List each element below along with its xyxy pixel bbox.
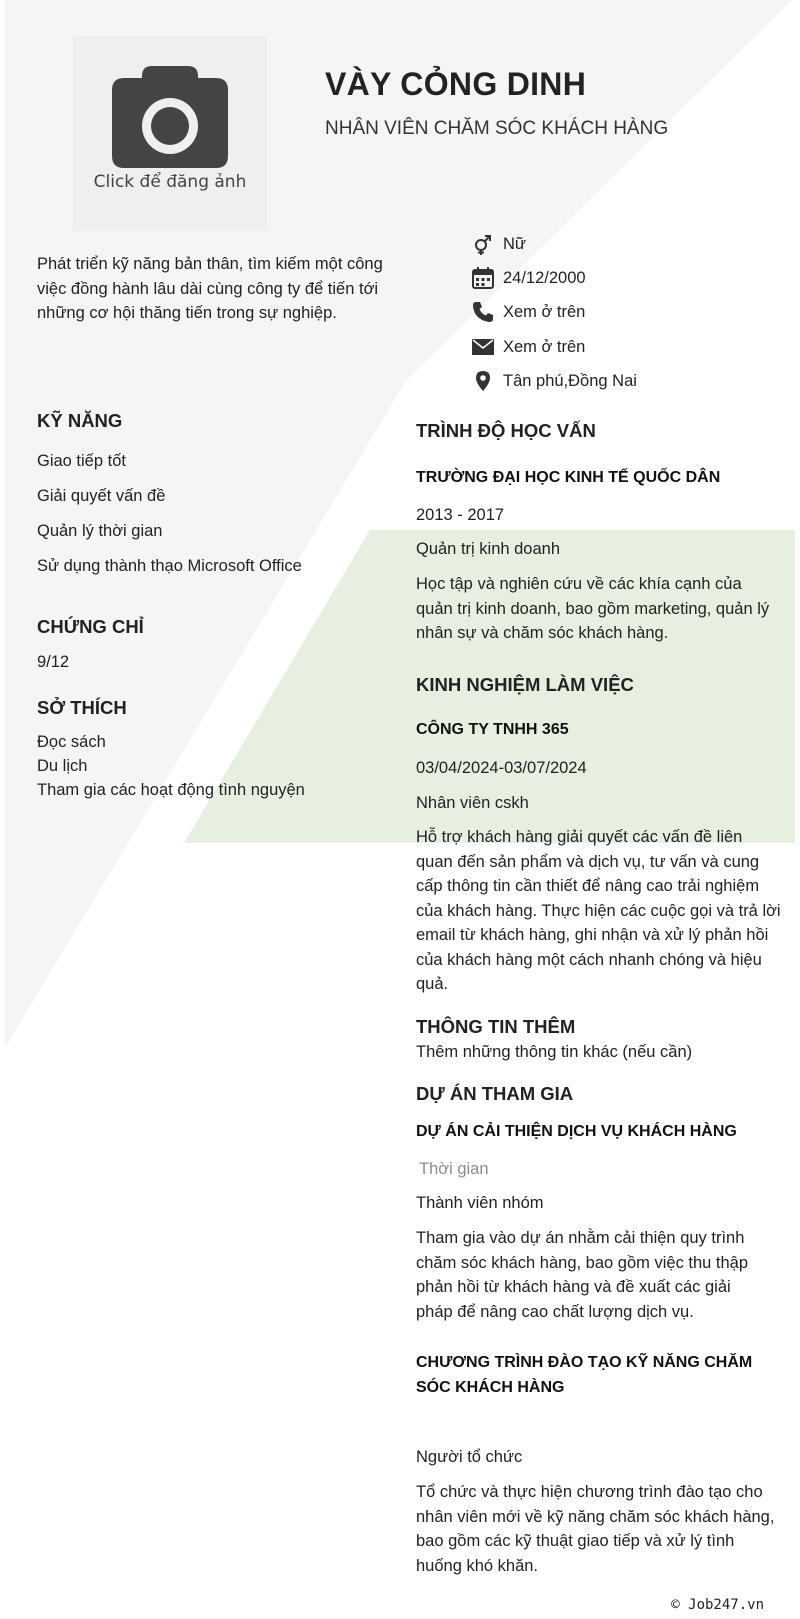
footer-credit: © Job247.vn (671, 1597, 764, 1613)
project-name: CHƯƠNG TRÌNH ĐÀO TẠO KỸ NĂNG CHĂM SÓC KHÁCH HÀNG (416, 1354, 753, 1396)
education-school: TRƯỜNG ĐẠI HỌC KINH TẾ QUỐC DÂN (416, 469, 721, 486)
camera-icon (112, 66, 228, 168)
career-objective: Phát triển kỹ năng bản thân, tìm kiếm một công việc đồng hành lâu dài cùng công ty để tiến tới những cơ hội thăng tiến trong sự nghiệp. (37, 255, 383, 322)
skills-title: KỸ NĂNG (37, 410, 123, 431)
hobby-item: Tham gia các hoạt động tình nguyện (37, 781, 305, 799)
experience-description: Hỗ trợ khách hàng giải quyết các vấn đề liên quan đến sản phẩm và dịch vụ, tư vấn và cung cấp thông tin cần thiết để nâng cao trải nghiệm của khách hàng. Thực hiện các cuộc gọi và trả lời email từ khách hàng, ghi nhận và xử lý phản hồi của khách hàng một cách nhanh chóng và hiệu quả. (416, 828, 781, 993)
skill-item: Sử dụng thành thạo Microsoft Office (37, 557, 302, 575)
gender-icon (472, 233, 494, 255)
phone-value: Xem ở trên (503, 303, 586, 321)
experience-title: KINH NGHIỆM LÀM VIỆC (416, 674, 634, 695)
education-title: TRÌNH ĐỘ HỌC VẤN (416, 420, 596, 441)
gender-value: Nữ (503, 235, 526, 253)
address-value: Tân phú,Đồng Nai (503, 372, 637, 390)
experience-company: CÔNG TY TNHH 365 (416, 721, 569, 738)
avatar-caption: Click để đăng ảnh (93, 172, 247, 192)
education-period: 2013 - 2017 (416, 506, 505, 524)
hobby-item: Đọc sách (37, 733, 106, 751)
education-description: Học tập và nghiên cứu về các khía cạnh của quản trị kinh doanh, bao gồm marketing, quản lý nhân sự và chăm sóc khách hàng. (416, 575, 770, 642)
hobbies-title: SỞ THÍCH (37, 697, 127, 718)
project-role: Người tổ chức (416, 1448, 523, 1466)
extra-info-text: Thêm những thông tin khác (nếu cần) (416, 1043, 693, 1061)
skill-item: Giao tiếp tốt (37, 452, 126, 470)
experience-position: Nhân viên cskh (416, 794, 529, 812)
skill-item: Quản lý thời gian (37, 522, 163, 540)
experience-period: 03/04/2024-03/07/2024 (416, 759, 587, 777)
email-value: Xem ở trên (503, 338, 586, 356)
location-pin-icon (472, 370, 494, 392)
calendar-icon (472, 267, 494, 289)
hobby-item: Du lịch (37, 757, 88, 775)
candidate-role: NHÂN VIÊN CHĂM SÓC KHÁCH HÀNG (325, 118, 669, 139)
certificates-title: CHỨNG CHỈ (37, 616, 144, 637)
project-description: Tổ chức và thực hiện chương trình đào tạo cho nhân viên mới về kỹ năng chăm sóc khách hàng, bao gồm các kỹ thuật giao tiếp và xử lý tình huống khó khăn. (416, 1483, 775, 1575)
certificate-item: 9/12 (37, 653, 70, 671)
phone-icon (472, 301, 494, 323)
project-time-placeholder[interactable]: Thời gian (419, 1160, 489, 1178)
education-major: Quản trị kinh doanh (416, 540, 561, 558)
avatar-upload[interactable] (73, 36, 267, 231)
project-role: Thành viên nhóm (416, 1194, 544, 1212)
mail-icon (472, 336, 494, 358)
project-description: Tham gia vào dự án nhằm cải thiện quy trình chăm sóc khách hàng, bao gồm việc thu thập phản hồi từ khách hàng và đề xuất các giải pháp để nâng cao chất lượng dịch vụ. (416, 1229, 749, 1321)
candidate-name: VÀY CỎNG DINH (325, 66, 587, 102)
projects-title: DỰ ÁN THAM GIA (416, 1083, 574, 1104)
skill-item: Giải quyết vấn đề (37, 487, 166, 505)
extra-info-title: THÔNG TIN THÊM (416, 1016, 576, 1037)
birthday-value: 24/12/2000 (503, 269, 586, 287)
project-name: DỰ ÁN CẢI THIỆN DỊCH VỤ KHÁCH HÀNG (416, 1123, 737, 1140)
